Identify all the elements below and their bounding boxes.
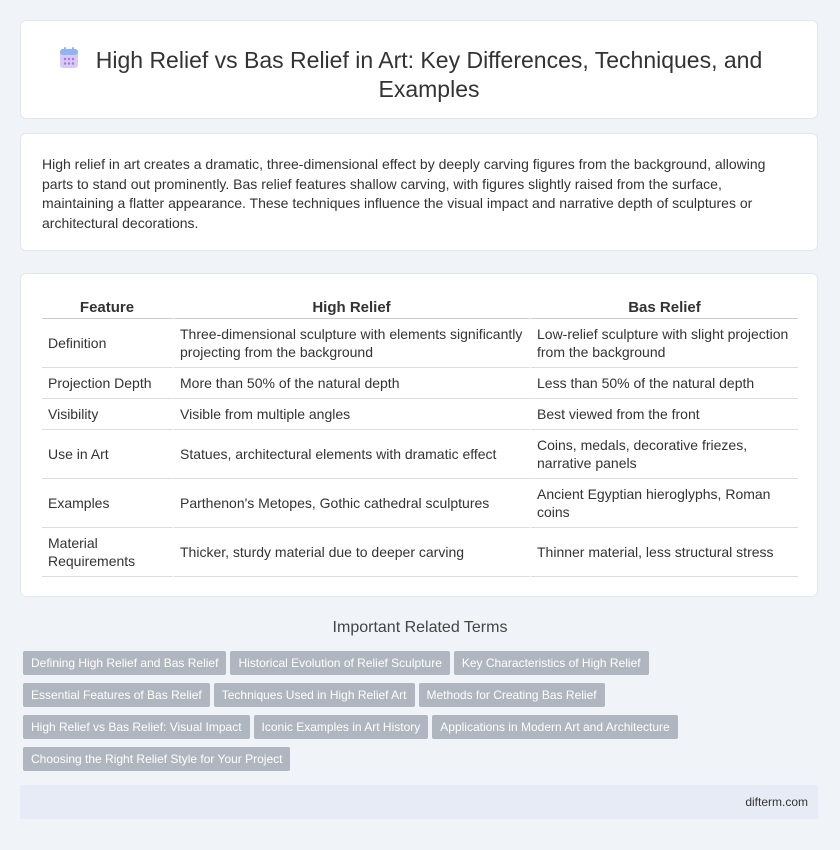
table-cell-feature: Use in Art bbox=[42, 430, 174, 479]
table-cell-feature: Examples bbox=[42, 479, 174, 528]
table-cell-feature: Material Requirements bbox=[42, 528, 174, 577]
column-header-feature: Feature bbox=[42, 294, 174, 319]
related-terms-list bbox=[23, 651, 723, 779]
table-cell-high-relief: Thicker, sturdy material due to deeper carving bbox=[174, 528, 531, 577]
table-cell-bas-relief: Ancient Egyptian hieroglyphs, Roman coins bbox=[531, 479, 798, 528]
table-row bbox=[42, 368, 798, 399]
related-term-link[interactable]: Choosing the Right Relief Style for Your Project bbox=[23, 747, 290, 771]
comparison-card bbox=[20, 273, 818, 597]
table-cell-bas-relief: Coins, medals, decorative friezes, narrative panels bbox=[531, 430, 798, 479]
table-cell-high-relief: Visible from multiple angles bbox=[174, 399, 531, 430]
footer-brand[interactable]: difterm.com bbox=[745, 795, 808, 809]
header-card bbox=[20, 20, 818, 119]
column-header-high-relief: High Relief bbox=[174, 294, 531, 319]
table-row bbox=[42, 479, 798, 528]
table-cell-bas-relief: Thinner material, less structural stress bbox=[531, 528, 798, 577]
column-header-bas-relief: Bas Relief bbox=[531, 294, 798, 319]
table-cell-feature: Definition bbox=[42, 319, 174, 368]
related-term-link[interactable]: Methods for Creating Bas Relief bbox=[419, 683, 605, 707]
table-cell-bas-relief: Low-relief sculpture with slight projection from the background bbox=[531, 319, 798, 368]
table-cell-feature: Projection Depth bbox=[42, 368, 174, 399]
related-term-link[interactable]: Essential Features of Bas Relief bbox=[23, 683, 210, 707]
related-term-link[interactable]: Key Characteristics of High Relief bbox=[454, 651, 649, 675]
related-terms-title: Important Related Terms bbox=[332, 619, 508, 636]
table-header-row bbox=[42, 294, 798, 319]
table-cell-high-relief: Parthenon's Metopes, Gothic cathedral sculptures bbox=[174, 479, 531, 528]
table-cell-bas-relief: Less than 50% of the natural depth bbox=[531, 368, 798, 399]
table-cell-high-relief: More than 50% of the natural depth bbox=[174, 368, 531, 399]
table-row bbox=[42, 319, 798, 368]
table-row bbox=[42, 430, 798, 479]
related-term-link[interactable]: Applications in Modern Art and Architecture bbox=[432, 715, 677, 739]
page-title: High Relief vs Bas Relief in Art: Key Differences, Techniques, and Examples bbox=[95, 47, 763, 102]
related-term-link[interactable]: Defining High Relief and Bas Relief bbox=[23, 651, 226, 675]
table-cell-bas-relief: Best viewed from the front bbox=[531, 399, 798, 430]
related-term-link[interactable]: Iconic Examples in Art History bbox=[254, 715, 429, 739]
intro-paragraph: High relief in art creates a dramatic, three-dimensional effect by deeply carving figures from the background, allowing parts to stand out prominently. Bas relief features shallow carving, with figures slightly raised from the surface, maintaining a flatter appearance. These techniques influence the visual impact and narrative depth of sculptures or architectural decorations. bbox=[42, 156, 766, 231]
footer bbox=[20, 785, 818, 819]
comparison-table bbox=[42, 294, 798, 577]
related-term-link[interactable]: Historical Evolution of Relief Sculpture bbox=[230, 651, 449, 675]
intro-card bbox=[20, 133, 818, 251]
related-term-link[interactable]: High Relief vs Bas Relief: Visual Impact bbox=[23, 715, 250, 739]
table-row bbox=[42, 399, 798, 430]
table-cell-feature: Visibility bbox=[42, 399, 174, 430]
related-term-link[interactable]: Techniques Used in High Relief Art bbox=[214, 683, 415, 707]
table-cell-high-relief: Three-dimensional sculpture with elements significantly projecting from the background bbox=[174, 319, 531, 368]
table-cell-high-relief: Statues, architectural elements with dramatic effect bbox=[174, 430, 531, 479]
table-row bbox=[42, 528, 798, 577]
